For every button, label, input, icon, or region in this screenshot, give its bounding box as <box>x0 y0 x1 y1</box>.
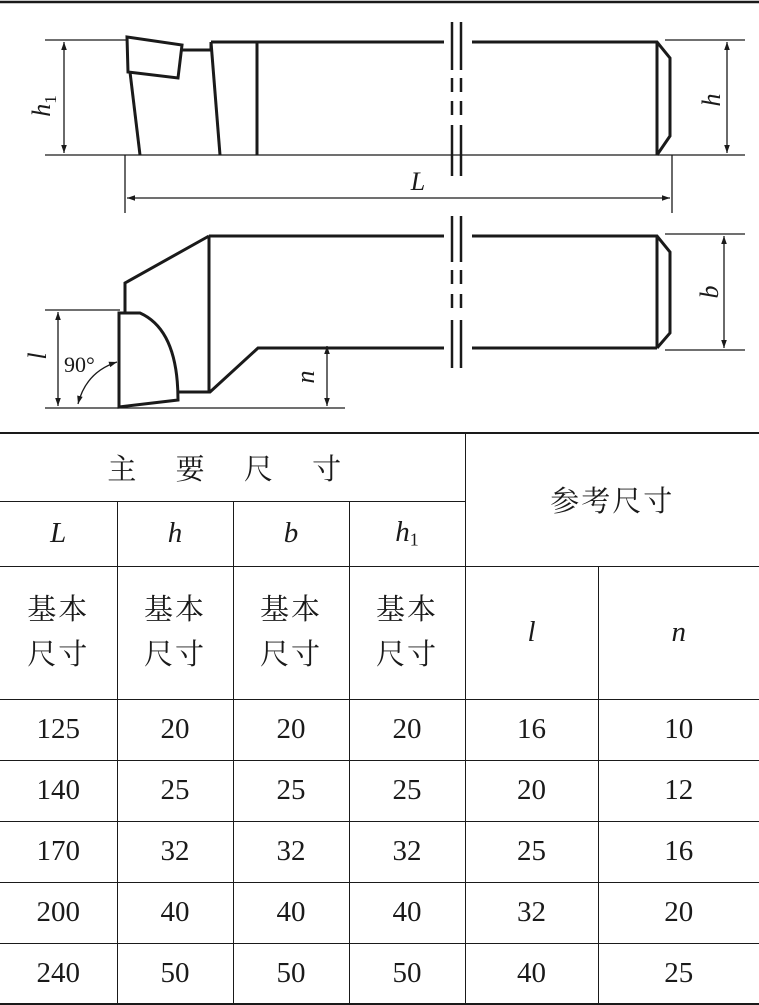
cell-b: 40 <box>233 882 349 943</box>
cell-n: 12 <box>598 760 759 821</box>
cell-n: 25 <box>598 943 759 1004</box>
cell-L: 240 <box>0 943 117 1004</box>
label-L: L <box>410 167 426 196</box>
cell-L: 125 <box>0 699 117 760</box>
table-row <box>0 699 759 760</box>
cell-l: 16 <box>465 699 598 760</box>
cell-L: 170 <box>0 821 117 882</box>
cell-n: 10 <box>598 699 759 760</box>
cell-l: 20 <box>465 760 598 821</box>
header-col-l: l <box>465 566 598 699</box>
tool-drawing <box>0 0 759 432</box>
cell-b: 20 <box>233 699 349 760</box>
cell-L: 140 <box>0 760 117 821</box>
table-row <box>0 821 759 882</box>
cell-h1: 20 <box>349 699 465 760</box>
basic-size-cell: 基本 尺寸 <box>233 566 349 699</box>
table-row <box>0 943 759 1004</box>
cell-h: 50 <box>117 943 233 1004</box>
cell-h: 25 <box>117 760 233 821</box>
cell-l: 32 <box>465 882 598 943</box>
header-col-L: L <box>0 501 117 566</box>
cell-l: 40 <box>465 943 598 1004</box>
cell-n: 20 <box>598 882 759 943</box>
header-col-h1: $h_1$ <box>349 501 465 566</box>
table-row <box>0 882 759 943</box>
header-col-h: h <box>117 501 233 566</box>
cell-h: 32 <box>117 821 233 882</box>
dimension-table <box>0 432 759 1005</box>
cell-h1: 40 <box>349 882 465 943</box>
table-row <box>0 760 759 821</box>
basic-size-cell: 基本 尺寸 <box>349 566 465 699</box>
cell-h1: 50 <box>349 943 465 1004</box>
cell-b: 25 <box>233 760 349 821</box>
cell-l: 25 <box>465 821 598 882</box>
label-angle: 90° <box>64 352 95 377</box>
basic-size-cell: 基本 尺寸 <box>117 566 233 699</box>
header-reference-dimensions: 参考尺寸 <box>465 433 759 566</box>
label-h1: $h_1$ <box>27 95 60 117</box>
cell-h: 40 <box>117 882 233 943</box>
cell-L: 200 <box>0 882 117 943</box>
header-main-dimensions: 主 要 尺 寸 <box>0 433 465 501</box>
label-n: n <box>291 370 320 384</box>
basic-size-cell: 基本 尺寸 <box>0 566 117 699</box>
cell-b: 50 <box>233 943 349 1004</box>
cell-h1: 32 <box>349 821 465 882</box>
label-b: b <box>695 285 724 299</box>
cell-h: 20 <box>117 699 233 760</box>
cell-b: 32 <box>233 821 349 882</box>
cell-h1: 25 <box>349 760 465 821</box>
header-col-b: b <box>233 501 349 566</box>
label-h: h <box>697 93 726 107</box>
label-l: l <box>23 352 52 360</box>
cell-n: 16 <box>598 821 759 882</box>
plan-view <box>45 216 745 408</box>
header-col-n: n <box>598 566 759 699</box>
side-view <box>45 22 745 213</box>
